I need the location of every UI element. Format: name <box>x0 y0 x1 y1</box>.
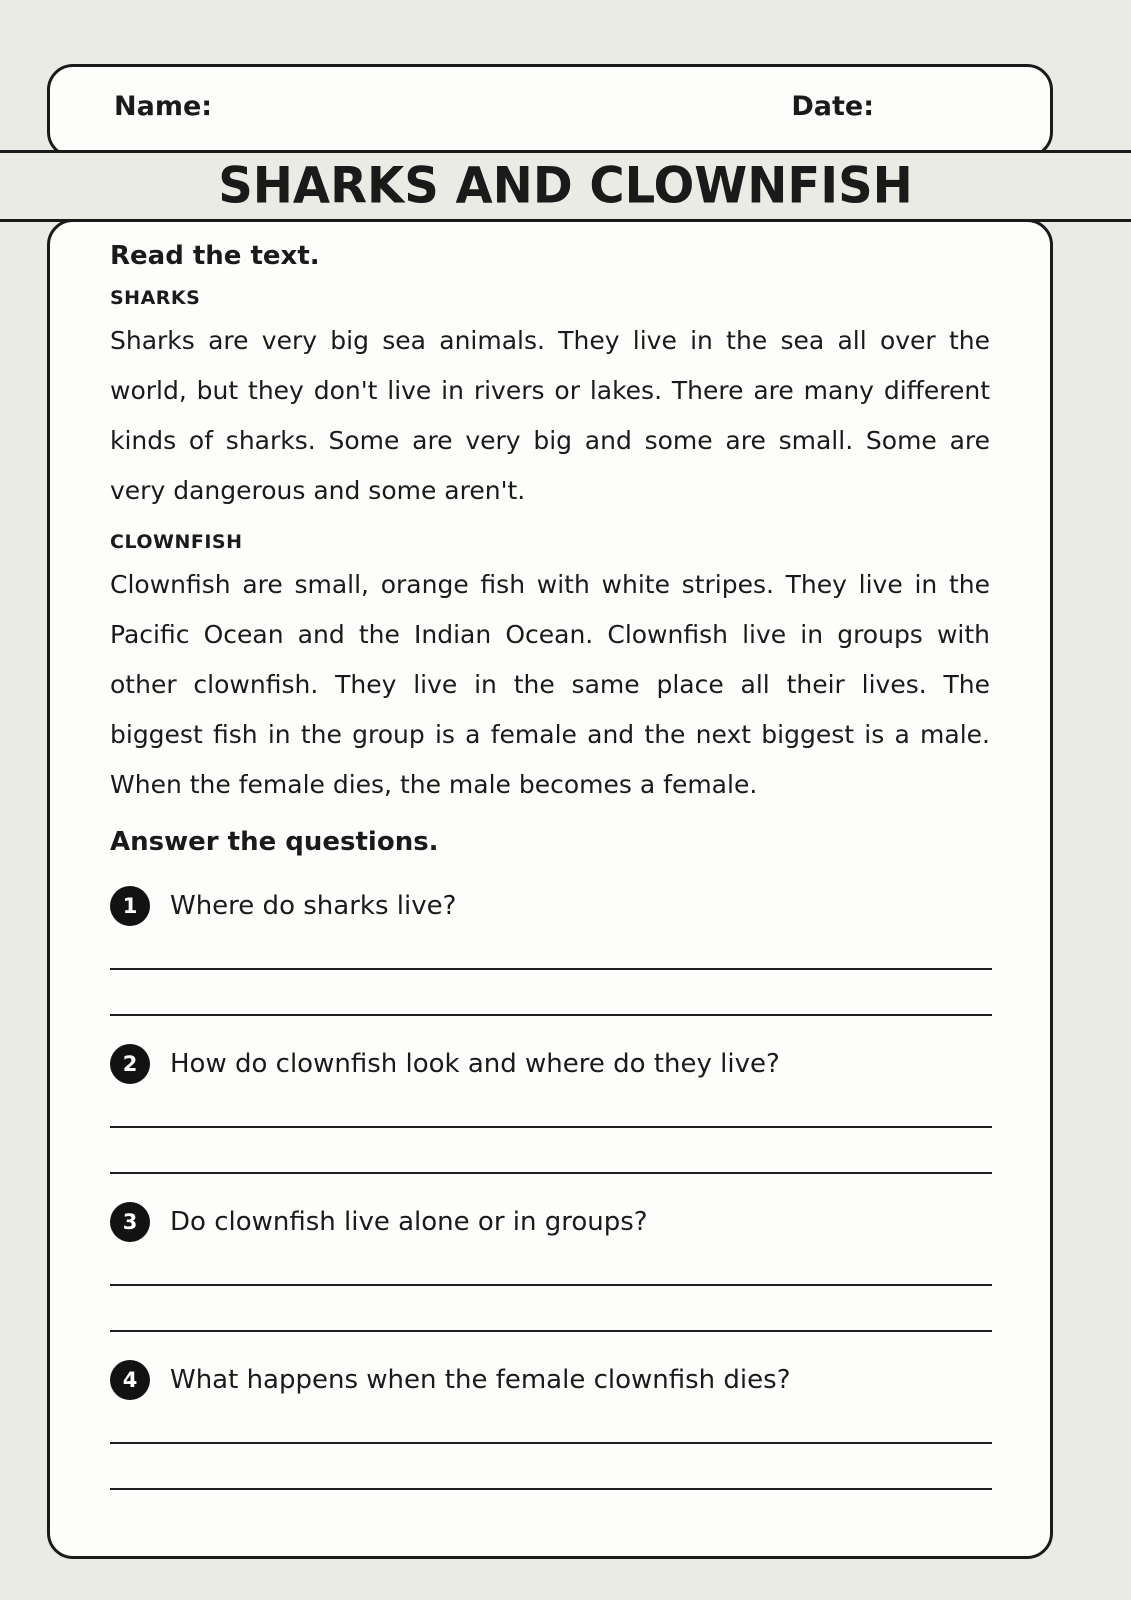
question-3-row <box>110 1202 990 1242</box>
worksheet-body-panel <box>47 219 1053 1559</box>
question-1 <box>110 886 990 1016</box>
answer-line <box>110 1084 992 1128</box>
question-text: Where do sharks live? <box>170 891 457 921</box>
question-number-badge: 4 <box>110 1360 150 1400</box>
section-text-sharks: Sharks are very big sea animals. They live in the sea all over the world, but they don't live in rivers or lakes. There are many different kinds of sharks. Some are very big and some are small. Some are very dangerous and some aren't. <box>110 326 990 505</box>
answer-line <box>110 1128 992 1174</box>
answer-instruction: Answer the questions. <box>110 827 439 857</box>
answer-line <box>110 970 992 1016</box>
question-number-badge: 2 <box>110 1044 150 1084</box>
answer-line <box>110 1400 992 1444</box>
title-banner <box>0 150 1131 222</box>
name-date-box <box>47 64 1053 158</box>
question-number-badge: 3 <box>110 1202 150 1242</box>
question-4-row <box>110 1360 990 1400</box>
name-label: Name: <box>114 90 213 122</box>
question-1-row <box>110 886 990 926</box>
read-instruction: Read the text. <box>110 241 320 271</box>
section-heading-sharks: SHARKS <box>110 287 201 309</box>
question-3 <box>110 1202 990 1332</box>
question-text: What happens when the female clownfish dies? <box>170 1365 791 1395</box>
answer-line <box>110 1286 992 1332</box>
question-number-badge: 1 <box>110 886 150 926</box>
section-heading-clownfish: CLOWNFISH <box>110 531 243 553</box>
question-2 <box>110 1044 990 1174</box>
question-text: How do clownfish look and where do they live? <box>170 1049 780 1079</box>
worksheet-title: SHARKS AND CLOWNFISH <box>218 156 913 216</box>
answer-line <box>110 1242 992 1286</box>
question-text: Do clownfish live alone or in groups? <box>170 1207 648 1237</box>
answer-line <box>110 1444 992 1490</box>
question-4 <box>110 1360 990 1490</box>
question-2-row <box>110 1044 990 1084</box>
section-text-clownfish: Clownfish are small, orange fish with white stripes. They live in the Pacific Ocean and the Indian Ocean. Clownfish live in groups with other clownfish. They live in the same place all their lives. The biggest fish in the group is a female and the next biggest is a male. When the female dies, the male becomes a female. <box>110 570 990 799</box>
answer-line <box>110 926 992 970</box>
date-label: Date: <box>791 90 874 122</box>
